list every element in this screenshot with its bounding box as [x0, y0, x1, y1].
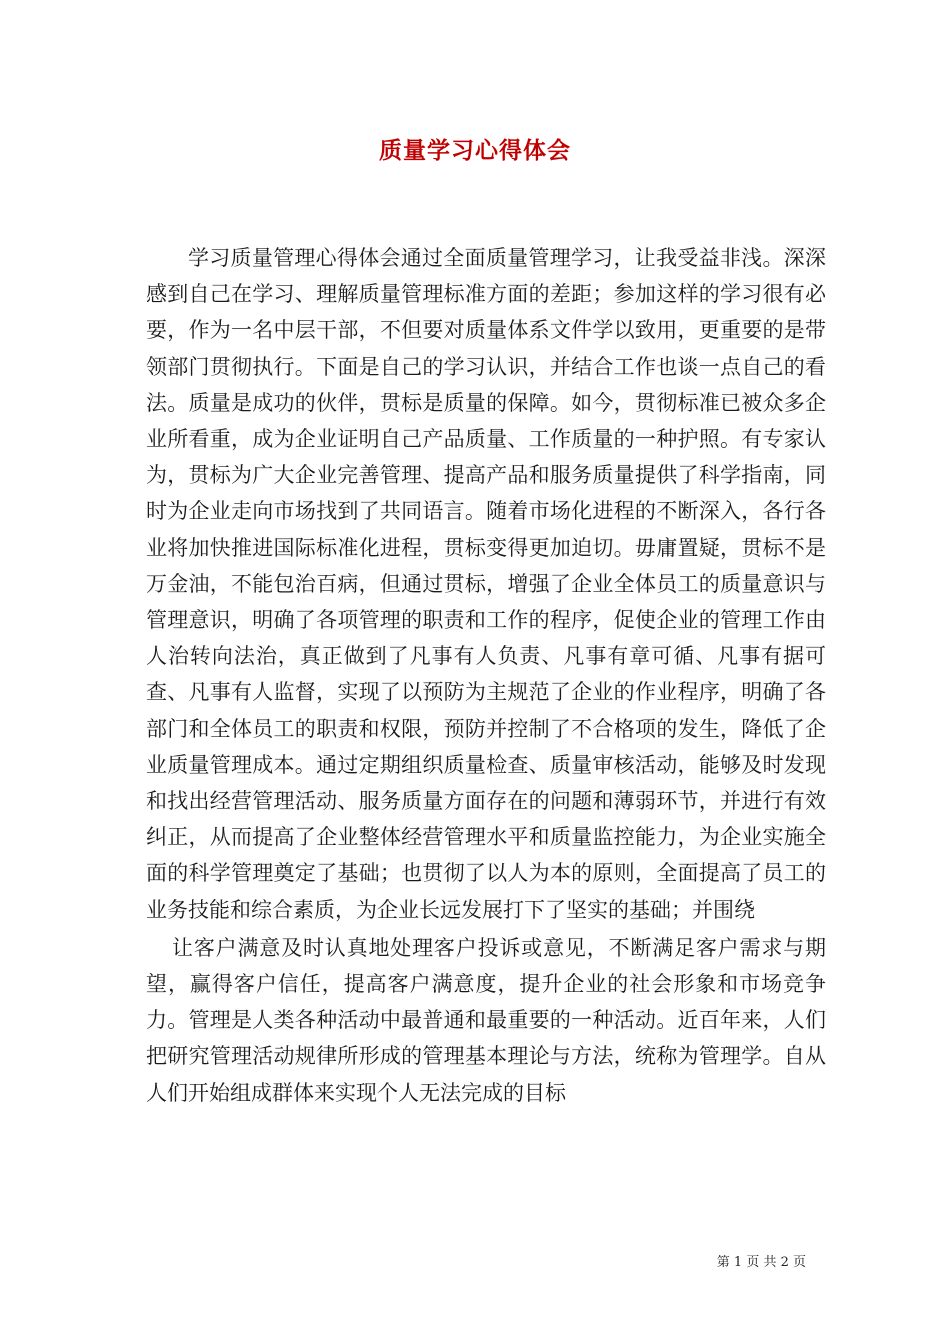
document-title: 质量学习心得体会: [379, 137, 571, 164]
body-paragraph-2: 让客户满意及时认真地处理客户投诉或意见，不断满足客户需求与期望，赢得客户信任，提高客户满意度，提升企业的社会形象和市场竞争力。管理是人类各种活动中最普通和最重要的一种活动。近百年来，人们把研究管理活动规律所形成的管理基本理论与方法，统称为管理学。自从人们开始组成群体来实现个人无法完成的目标: [146, 935, 826, 1105]
document-body: [146, 240, 826, 1111]
page-number-footer: 第 1 页 共 2 页: [716, 1255, 806, 1270]
body-paragraph-1: 学习质量管理心得体会通过全面质量管理学习，让我受益非浅。深深感到自己在学习、理解质量管理标准方面的差距；参加这样的学习很有必要，作为一名中层干部，不但要对质量体系文件学以致用，更重要的是带领部门贯彻执行。下面是自己的学习认识，并结合工作也谈一点自己的看法。质量是成功的伙伴，贯标是质量的保障。如今，贯彻标准已被众多企业所看重，成为企业证明自己产品质量、工作质量的一种护照。有专家认为，贯标为广大企业完善管理、提高产品和服务质量提供了科学指南，同时为企业走向市场找到了共同语言。随着市场化进程的不断深入，各行各业将加快推进国际标准化进程，贯标变得更加迫切。毋庸置疑，贯标不是万金油，不能包治百病，但通过贯标，增强了企业全体员工的质量意识与管理意识，明确了各项管理的职责和工作的程序，促使企业的管理工作由人治转向法治，真正做到了凡事有人负责、凡事有章可循、凡事有据可查、凡事有人监督，实现了以预防为主规范了企业的作业程序，明确了各部门和全体员工的职责和权限，预防并控制了不合格项的发生，降低了企业质量管理成本。通过定期组织质量检查、质量审核活动，能够及时发现和找出经营管理活动、服务质量方面存在的问题和薄弱环节，并进行有效纠正，从而提高了企业整体经营管理水平和质量监控能力，为企业实施全面的科学管理奠定了基础；也贯彻了以人为本的原则，全面提高了员工的业务技能和综合素质，为企业长远发展打下了坚实的基础；并围绕: [146, 246, 826, 922]
